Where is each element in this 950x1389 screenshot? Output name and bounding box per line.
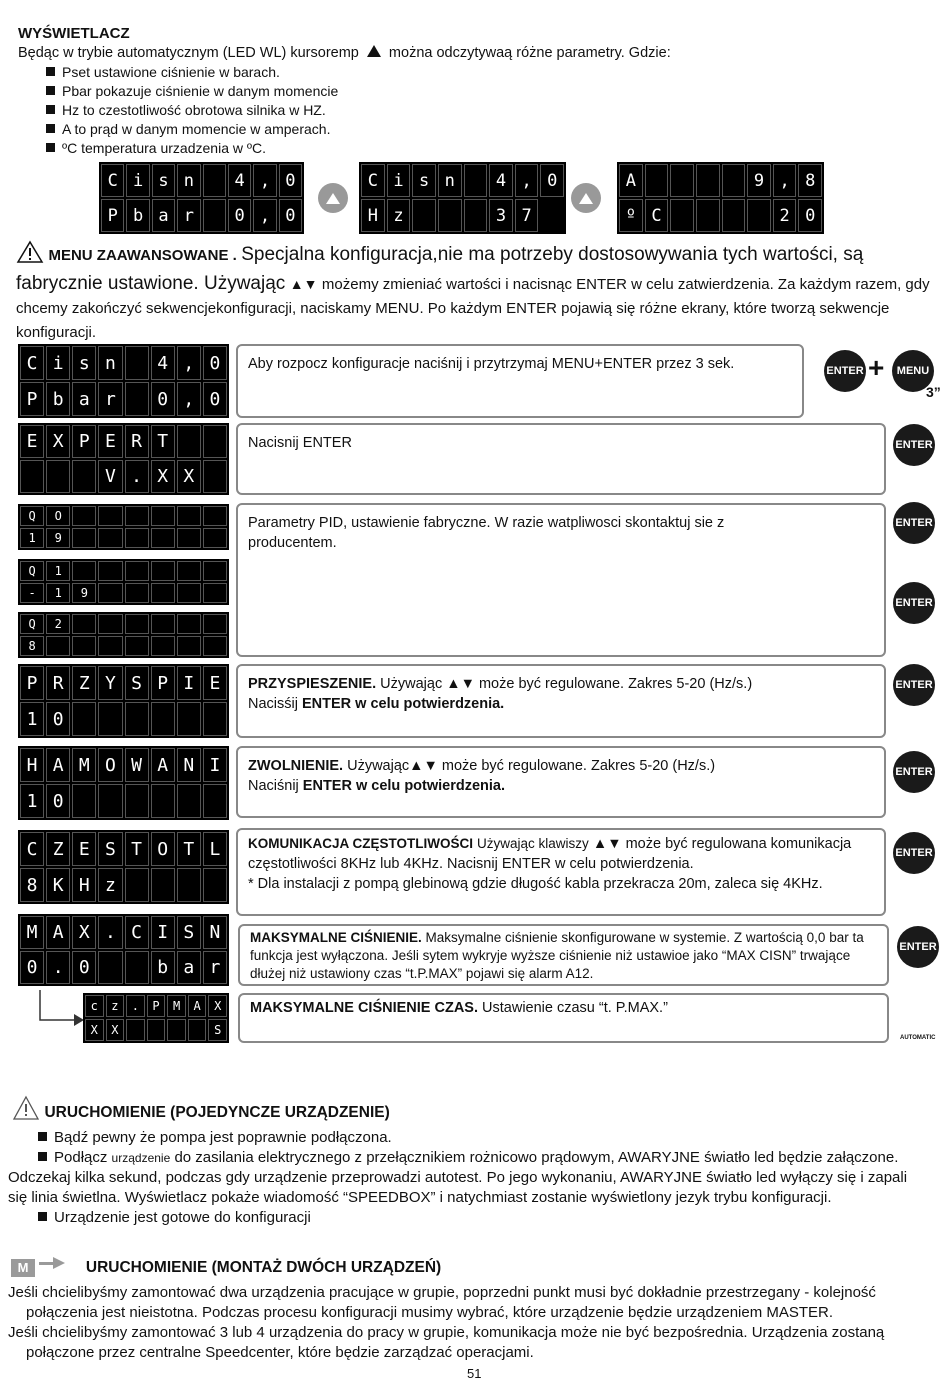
lcd-cell: X — [177, 460, 201, 493]
lcd-cell — [72, 506, 96, 526]
lcd-cell — [177, 636, 201, 656]
startup-title-row: URUCHOMIENIE (POJEDYNCZE URZĄDZENIE) — [12, 1095, 390, 1126]
lcd-cell — [125, 784, 149, 818]
lcd-step-1 — [18, 344, 229, 418]
enter-button[interactable]: ENTER — [893, 751, 935, 793]
lcd-cell: M — [167, 995, 186, 1017]
display-intro: Będąc w trybie automatycznym (LED WL) kursoremp można odczytywaą różne parametry. Gdzie: — [18, 45, 671, 61]
lcd-cell: Z — [46, 832, 70, 866]
lcd-cell — [72, 614, 96, 634]
lcd-cell: r — [177, 199, 200, 232]
lcd-cell: E — [98, 425, 122, 458]
warning-icon — [12, 1095, 40, 1126]
list-item: Podłącz urządzenie do zasilania elektrycznego z przełącznikiem rożnicowo prądowym, AWARYJNE światło led będzie załączone. Odczekaj kilka sekund, podczas gdy urządzenie przeprowadzi autotest. Po jego wykonaniu, AWARYJNE światło led wyłączy się i zapali się linia świetlna. Wyświetlacz pokaże wiadomość “SPEEDBOX” i natychmiast zostanie wyświetlony jezyk trybu konfiguracji. — [8, 1149, 908, 1206]
lcd-cell: 7 — [515, 199, 539, 232]
lcd-step-5 — [18, 746, 229, 820]
up-arrow-icon — [571, 183, 601, 213]
lcd-cell: 3 — [489, 199, 513, 232]
lcd-cell — [722, 164, 746, 197]
lcd-cell: S — [177, 916, 201, 949]
lcd-cell: 0 — [72, 951, 96, 984]
lcd-cell — [464, 199, 488, 232]
lcd-cell: i — [126, 164, 149, 197]
up-down-arrows-icon: ▲▼ — [446, 676, 475, 692]
step-8-box: MAKSYMALNE CIŚNIENIE CZAS. Ustawienie czasu “t. P.MAX.” — [238, 993, 889, 1043]
lcd-cell — [670, 164, 694, 197]
step-6-box: KOMUNIKACJA CZĘSTOTLIWOŚCI Używając klawiszy ▲▼ może być regulowana komunikacja częstotliwości 8KHz lub 4KHz. Nacisnij ENTER w celu potwierdzenia. * Dla instalacji z pompą glebinową gdzie długość kabla przekracza 20m, zaleca się 4KHz. — [236, 828, 886, 916]
lcd-cell — [20, 460, 44, 493]
lcd-cell: r — [203, 951, 227, 984]
list-item: Pset ustawione ciśnienie w barach. — [46, 63, 338, 82]
lcd-cell: I — [177, 666, 201, 700]
lcd-cell — [747, 199, 771, 232]
lcd-cell: X — [151, 460, 175, 493]
lcd-cell: O — [98, 748, 122, 782]
lcd-cell: N — [203, 916, 227, 949]
lcd-cell: A — [46, 916, 70, 949]
lcd-cell — [147, 1019, 166, 1041]
lcd-cell — [151, 702, 175, 736]
enter-button[interactable]: ENTER — [893, 424, 935, 466]
lcd-cell: 0 — [279, 164, 302, 197]
lcd-cell: . — [126, 995, 145, 1017]
lcd-cell: z — [387, 199, 411, 232]
lcd-cell: 0 — [46, 784, 70, 818]
lcd-cell: 4 — [151, 346, 175, 380]
lcd-cell: L — [203, 832, 227, 866]
lcd-cell — [72, 636, 96, 656]
enter-button[interactable]: ENTER — [893, 832, 935, 874]
lcd-cell — [72, 702, 96, 736]
lcd-cell: 8 — [798, 164, 822, 197]
lcd-display-2 — [359, 162, 566, 234]
lcd-cell — [98, 583, 122, 603]
lcd-cell — [177, 702, 201, 736]
lcd-cell: 1 — [20, 702, 44, 736]
page-number: 51 — [467, 1366, 482, 1381]
lcd-cell: 4 — [489, 164, 513, 197]
list-item: A to prąd w danym momencie w amperach. — [46, 120, 338, 139]
lcd-cell: Q — [20, 614, 44, 634]
lcd-cell: P — [20, 382, 44, 416]
lcd-cell: 2 — [773, 199, 797, 232]
enter-button[interactable]: ENTER — [893, 582, 935, 624]
lcd-cell — [177, 868, 201, 902]
lcd-cell — [46, 636, 70, 656]
lcd-cell: N — [177, 748, 201, 782]
lcd-cell: Y — [98, 666, 122, 700]
lcd-cell — [177, 506, 201, 526]
lcd-cell: , — [177, 382, 201, 416]
list-item: Hz to czestotliwość obrotowa silnika w HZ. — [46, 101, 338, 120]
lcd-cell — [203, 636, 227, 656]
lcd-cell: I — [151, 916, 175, 949]
lcd-cell: T — [177, 832, 201, 866]
lcd-cell: Q — [20, 506, 44, 526]
lcd-cell — [188, 1019, 207, 1041]
lcd-cell — [98, 614, 122, 634]
lcd-cell — [125, 528, 149, 548]
lcd-cell — [696, 199, 720, 232]
lcd-display-3 — [617, 162, 824, 234]
lcd-cell — [177, 614, 201, 634]
lcd-cell: , — [773, 164, 797, 197]
lcd-cell — [203, 702, 227, 736]
lcd-cell: P — [72, 425, 96, 458]
lcd-step-3c — [18, 612, 229, 658]
lcd-cell: H — [361, 199, 385, 232]
lcd-cell: , — [515, 164, 539, 197]
lcd-cell — [126, 1019, 145, 1041]
lcd-cell — [125, 614, 149, 634]
lcd-cell: b — [126, 199, 149, 232]
lcd-cell: 8 — [20, 868, 44, 902]
lcd-cell — [203, 561, 227, 581]
lcd-cell — [151, 506, 175, 526]
lcd-cell: i — [387, 164, 411, 197]
lcd-cell: E — [203, 666, 227, 700]
lcd-cell: C — [101, 164, 124, 197]
lcd-display-1 — [99, 162, 304, 234]
lcd-cell: C — [361, 164, 385, 197]
lcd-cell: . — [46, 951, 70, 984]
lcd-cell: s — [72, 346, 96, 380]
lcd-cell: X — [46, 425, 70, 458]
lcd-cell: n — [438, 164, 462, 197]
lcd-cell: P — [20, 666, 44, 700]
lcd-cell — [98, 506, 122, 526]
lcd-cell: X — [208, 995, 227, 1017]
lcd-cell — [203, 460, 227, 493]
arrow-connector-icon — [38, 990, 84, 1035]
lcd-cell: i — [46, 346, 70, 380]
lcd-cell — [203, 425, 227, 458]
lcd-cell: a — [177, 951, 201, 984]
lcd-cell: a — [152, 199, 175, 232]
lcd-cell: S — [125, 666, 149, 700]
lcd-cell: P — [147, 995, 166, 1017]
lcd-cell: n — [98, 346, 122, 380]
lcd-cell — [98, 951, 122, 984]
lcd-cell: K — [46, 868, 70, 902]
lcd-cell: z — [106, 995, 125, 1017]
lcd-cell: R — [46, 666, 70, 700]
lcd-cell: 1 — [20, 528, 44, 548]
lcd-step-3a — [18, 504, 229, 550]
step-2-box: Nacisnij ENTER — [236, 423, 886, 495]
menu-button[interactable]: MENU — [892, 350, 934, 392]
step-3-box: Parametry PID, ustawienie fabryczne. W razie watpliwosci skontaktuj sie z producentem. — [236, 503, 886, 657]
lcd-cell: P — [151, 666, 175, 700]
lcd-cell — [412, 199, 436, 232]
startup-body — [8, 1128, 908, 1228]
lcd-cell — [125, 702, 149, 736]
lcd-cell: I — [203, 748, 227, 782]
lcd-cell — [125, 561, 149, 581]
lcd-cell — [167, 1019, 186, 1041]
step-7-box: MAKSYMALNE CIŚNIENIE. Maksymalne ciśnienie skonfigurowane w systemie. Z wartością 0,0 bar ta funkcja jest wyłączona. Jeśli sytem wykryje wyższe ciśnienie niż ustawioe jako “MAX CISN” trwające dłużej niż ustawiony czas “t.P.MAX” pojawi się alarm A12. — [238, 924, 889, 986]
lcd-cell: Q — [20, 561, 44, 581]
lcd-cell — [151, 561, 175, 581]
lcd-cell — [670, 199, 694, 232]
lcd-cell: b — [46, 382, 70, 416]
lcd-cell: E — [20, 425, 44, 458]
lcd-cell: A — [151, 748, 175, 782]
list-item: Urządzenie jest gotowe do konfiguracji — [8, 1208, 908, 1228]
lcd-cell — [72, 460, 96, 493]
lcd-cell — [203, 583, 227, 603]
startup2-body — [8, 1283, 940, 1363]
lcd-cell: - — [20, 583, 44, 603]
lcd-cell: V — [98, 460, 122, 493]
lcd-step-6 — [18, 830, 229, 904]
lcd-cell: 0 — [798, 199, 822, 232]
lcd-cell: S — [98, 832, 122, 866]
lcd-cell: . — [98, 916, 122, 949]
lcd-cell — [696, 164, 720, 197]
m-badge: M — [11, 1259, 35, 1277]
lcd-cell: s — [412, 164, 436, 197]
lcd-cell: C — [645, 199, 669, 232]
paragraph: Jeśli chcielibyśmy zamontować 3 lub 4 urządzenia do pracy w grupie, komunikacja może nie być bezpośrednia. Urządzenia zostaną połączone przez centralne Speedcenter, które będzie zarządzać operacjami. — [8, 1324, 885, 1361]
section-title-display: WYŚWIETLACZ — [18, 25, 130, 42]
lcd-cell: , — [177, 346, 201, 380]
lcd-cell: 1 — [46, 583, 70, 603]
lcd-cell: b — [151, 951, 175, 984]
up-down-arrows-icon: ▲▼ — [289, 276, 318, 292]
lcd-cell: . — [125, 460, 149, 493]
lcd-step-7 — [18, 914, 229, 986]
lcd-cell — [125, 636, 149, 656]
warning-icon — [16, 240, 44, 272]
lcd-cell — [125, 868, 149, 902]
lcd-cell — [177, 528, 201, 548]
lcd-cell: 8 — [20, 636, 44, 656]
enter-button[interactable]: ENTER — [897, 926, 939, 968]
lcd-cell: 0 — [151, 382, 175, 416]
enter-button[interactable]: ENTER — [893, 502, 935, 544]
lcd-cell: s — [152, 164, 175, 197]
automatic-label: AUTOMATIC — [900, 1035, 936, 1041]
lcd-cell: O — [151, 832, 175, 866]
lcd-cell: C — [125, 916, 149, 949]
lcd-step-4 — [18, 664, 229, 738]
lcd-cell — [125, 382, 149, 416]
lcd-cell — [722, 199, 746, 232]
lcd-cell: A — [188, 995, 207, 1017]
lcd-cell — [125, 346, 149, 380]
lcd-cell: 0 — [228, 199, 251, 232]
lcd-cell — [203, 506, 227, 526]
lcd-cell: 1 — [46, 561, 70, 581]
lcd-cell: H — [20, 748, 44, 782]
lcd-cell — [203, 784, 227, 818]
lcd-cell: 0 — [203, 346, 227, 380]
plus-icon: + — [868, 352, 885, 383]
lcd-cell — [151, 784, 175, 818]
lcd-cell — [203, 164, 226, 197]
lcd-cell — [203, 868, 227, 902]
lcd-cell: M — [20, 916, 44, 949]
lcd-cell: 0 — [46, 702, 70, 736]
lcd-cell — [125, 583, 149, 603]
lcd-cell — [645, 164, 669, 197]
lcd-cell: W — [125, 748, 149, 782]
lcd-cell — [98, 561, 122, 581]
lcd-cell: R — [125, 425, 149, 458]
lcd-cell — [438, 199, 462, 232]
list-item: ºC temperatura urzadzenia w ºC. — [46, 139, 338, 158]
lcd-cell: 9 — [46, 528, 70, 548]
lcd-cell — [203, 528, 227, 548]
lcd-cell: 1 — [20, 784, 44, 818]
lcd-cell: M — [72, 748, 96, 782]
up-down-arrows-icon: ▲▼ — [409, 758, 438, 774]
lcd-cell — [151, 583, 175, 603]
up-down-arrows-icon: ▲▼ — [592, 836, 622, 852]
lcd-cell: Z — [72, 666, 96, 700]
lcd-cell — [72, 528, 96, 548]
lcd-cell: 9 — [72, 583, 96, 603]
lcd-cell: T — [151, 425, 175, 458]
lcd-cell — [177, 425, 201, 458]
lcd-cell: E — [72, 832, 96, 866]
lcd-cell: O — [46, 506, 70, 526]
lcd-cell — [203, 614, 227, 634]
arrow-right-icon — [39, 1256, 65, 1274]
lcd-cell: z — [98, 868, 122, 902]
lcd-cell — [46, 460, 70, 493]
lcd-cell — [98, 702, 122, 736]
lcd-step-8 — [83, 993, 229, 1043]
up-arrow-icon — [367, 45, 381, 57]
lcd-cell — [98, 528, 122, 548]
lcd-cell — [72, 561, 96, 581]
lcd-cell: X — [106, 1019, 125, 1041]
lcd-cell: S — [208, 1019, 227, 1041]
lcd-cell — [151, 636, 175, 656]
advanced-menu-intro: MENU ZAAWANSOWANE . Specjalna konfiguracja,nie ma potrzeby dostosowywania tych wartości, są fabrycznie ustawione. Używając ▲▼ możemy zmieniać wartości i nacisnąc ENTER w celu zatwierdzenia. Za każdym razem, gdy chcemy zakończyć sekwencjekonfiguracji, naciskamy MENU. Po każdym ENTER pojawią się różne ekrany, które tworzą sekwencje konfiguracji. — [16, 240, 936, 345]
lcd-cell: 0 — [20, 951, 44, 984]
lcd-step-2 — [18, 423, 229, 495]
lcd-cell: 0 — [540, 164, 564, 197]
display-bullets — [46, 63, 338, 158]
enter-button[interactable]: ENTER — [893, 664, 935, 706]
lcd-cell: º — [619, 199, 643, 232]
lcd-cell: r — [98, 382, 122, 416]
lcd-cell: P — [101, 199, 124, 232]
lcd-cell: X — [85, 1019, 104, 1041]
lcd-cell: , — [253, 164, 276, 197]
step-5-box: ZWOLNIENIE. Używając▲▼ może być regulowane. Zakres 5-20 (Hz/s.) Naciśnij ENTER w celu potwierdzenia. — [236, 746, 886, 818]
lcd-cell: H — [72, 868, 96, 902]
lcd-cell — [203, 199, 226, 232]
lcd-cell: n — [177, 164, 200, 197]
lcd-cell: 0 — [279, 199, 302, 232]
lcd-cell — [177, 784, 201, 818]
lcd-cell — [464, 164, 488, 197]
startup2-title-row: M URUCHOMIENIE (MONTAŻ DWÓCH URZĄDZEŃ) — [11, 1256, 441, 1277]
lcd-cell: A — [46, 748, 70, 782]
lcd-cell: X — [72, 916, 96, 949]
step-4-box: PRZYSPIESZENIE. Używając ▲▼ może być regulowane. Zakres 5-20 (Hz/s.) Nacisśij ENTER w celu potwierdzenia. — [236, 664, 886, 738]
lcd-cell: T — [125, 832, 149, 866]
step-1-box: Aby rozpocz konfiguracje naciśnij i przytrzymaj MENU+ENTER przez 3 sek. — [236, 344, 804, 418]
lcd-cell — [151, 528, 175, 548]
lcd-cell — [177, 583, 201, 603]
lcd-cell — [125, 951, 149, 984]
lcd-cell: , — [253, 199, 276, 232]
lcd-cell: C — [20, 346, 44, 380]
hold-duration-label: 3” — [926, 384, 941, 400]
lcd-cell — [177, 561, 201, 581]
lcd-cell: C — [20, 832, 44, 866]
lcd-cell: 0 — [203, 382, 227, 416]
lcd-cell: 2 — [46, 614, 70, 634]
lcd-step-3b — [18, 559, 229, 605]
lcd-cell — [98, 636, 122, 656]
lcd-cell: 4 — [228, 164, 251, 197]
lcd-cell: c — [85, 995, 104, 1017]
lcd-cell — [72, 784, 96, 818]
lcd-cell: 9 — [747, 164, 771, 197]
list-item: Bądź pewny że pompa jest poprawnie podłączona. — [8, 1128, 908, 1148]
list-item: Pbar pokazuje ciśnienie w danym momencie — [46, 82, 338, 101]
enter-button[interactable]: ENTER — [824, 350, 866, 392]
up-arrow-icon — [318, 183, 348, 213]
lcd-cell: A — [619, 164, 643, 197]
lcd-cell — [151, 614, 175, 634]
lcd-cell: a — [72, 382, 96, 416]
lcd-cell — [125, 506, 149, 526]
paragraph: Jeśli chcielibyśmy zamontować dwa urządzenia pracujące w grupie, poprzedni punkt musi być dokładnie przestrzegany - kolejność połączenia jest nieistotna. Podczas procesu konfiguracji musimy wybrać, które urządzenie będzie urządzeniem MASTER. — [8, 1284, 876, 1321]
lcd-cell — [151, 868, 175, 902]
lcd-cell — [98, 784, 122, 818]
